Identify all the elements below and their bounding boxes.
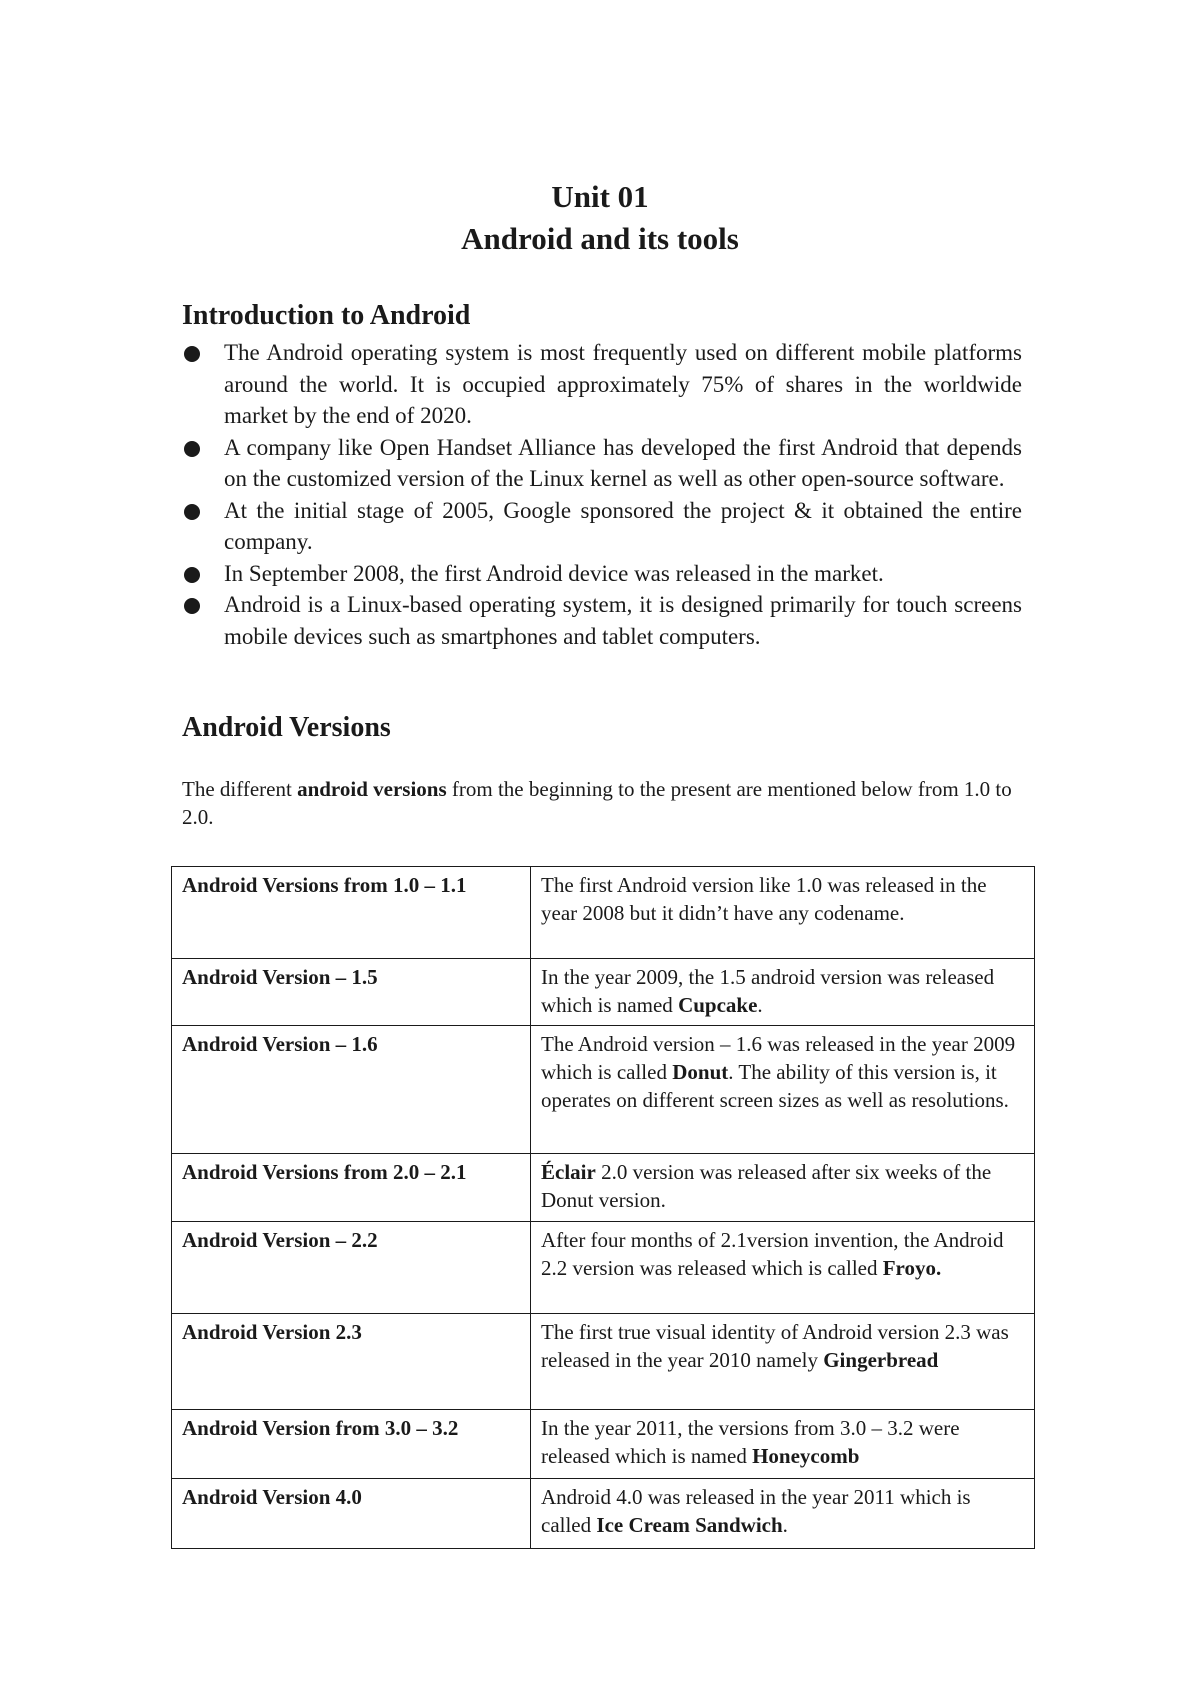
description-cell: The first Android version like 1.0 was released in the year 2008 but it didn’t have any codename.: [531, 867, 1035, 959]
description-cell: The first true visual identity of Android version 2.3 was released in the year 2010 namely Gingerbread: [531, 1314, 1035, 1410]
list-item: Android is a Linux-based operating system, it is designed primarily for touch screens mobile devices such as smartphones and tablet computers.: [182, 589, 1022, 652]
bullet-icon: [184, 504, 200, 520]
unit-title: Unit 01: [551, 179, 649, 214]
bullet-icon: [184, 346, 200, 362]
description-cell: The Android version – 1.6 was released in the year 2009 which is called Donut. The ability of this version is, it operates on different screen sizes as well as resolutions.: [531, 1026, 1035, 1154]
bullet-icon: [184, 598, 200, 614]
list-item: A company like Open Handset Alliance has developed the first Android that depends on the customized version of the Linux kernel as well as other open-source software.: [182, 432, 1022, 495]
list-item: At the initial stage of 2005, Google sponsored the project & it obtained the entire company.: [182, 495, 1022, 558]
version-cell: Android Versions from 1.0 – 1.1: [172, 867, 531, 959]
versions-intro-paragraph: The different android versions from the beginning to the present are mentioned below from 1.0 to 2.0.: [182, 777, 1012, 829]
intro-bullet-list: [182, 337, 1022, 652]
table-row: [172, 1410, 1035, 1479]
description-cell: In the year 2009, the 1.5 android version was released which is named Cupcake.: [531, 959, 1035, 1026]
version-cell: Android Version from 3.0 – 3.2: [172, 1410, 531, 1479]
title-block: [0, 176, 1200, 260]
list-item: In September 2008, the first Android device was released in the market.: [182, 558, 1022, 590]
description-cell: After four months of 2.1version invention, the Android 2.2 version was released which is called Froyo.: [531, 1222, 1035, 1314]
table-row: [172, 1222, 1035, 1314]
version-cell: Android Version 2.3: [172, 1314, 531, 1410]
version-cell: Android Version – 1.5: [172, 959, 531, 1026]
versions-heading: Android Versions: [182, 712, 391, 743]
intro-heading: Introduction to Android: [182, 300, 471, 331]
description-cell: Android 4.0 was released in the year 2011 which is called Ice Cream Sandwich.: [531, 1479, 1035, 1549]
table-row: [172, 1314, 1035, 1410]
table-row: [172, 1154, 1035, 1222]
version-cell: Android Version – 1.6: [172, 1026, 531, 1154]
table-row: [172, 867, 1035, 959]
unit-subtitle: Android and its tools: [461, 221, 739, 256]
version-cell: Android Version – 2.2: [172, 1222, 531, 1314]
table-row: [172, 1026, 1035, 1154]
version-cell: Android Versions from 2.0 – 2.1: [172, 1154, 531, 1222]
table-row: [172, 959, 1035, 1026]
description-cell: Éclair 2.0 version was released after six weeks of the Donut version.: [531, 1154, 1035, 1222]
bullet-icon: [184, 567, 200, 583]
description-cell: In the year 2011, the versions from 3.0 – 3.2 were released which is named Honeycomb: [531, 1410, 1035, 1479]
list-item: The Android operating system is most frequently used on different mobile platforms around the world. It is occupied approximately 75% of shares in the worldwide market by the end of 2020.: [182, 337, 1022, 432]
version-cell: Android Version 4.0: [172, 1479, 531, 1549]
bullet-icon: [184, 441, 200, 457]
versions-table: [171, 866, 1035, 1549]
table-row: [172, 1479, 1035, 1549]
